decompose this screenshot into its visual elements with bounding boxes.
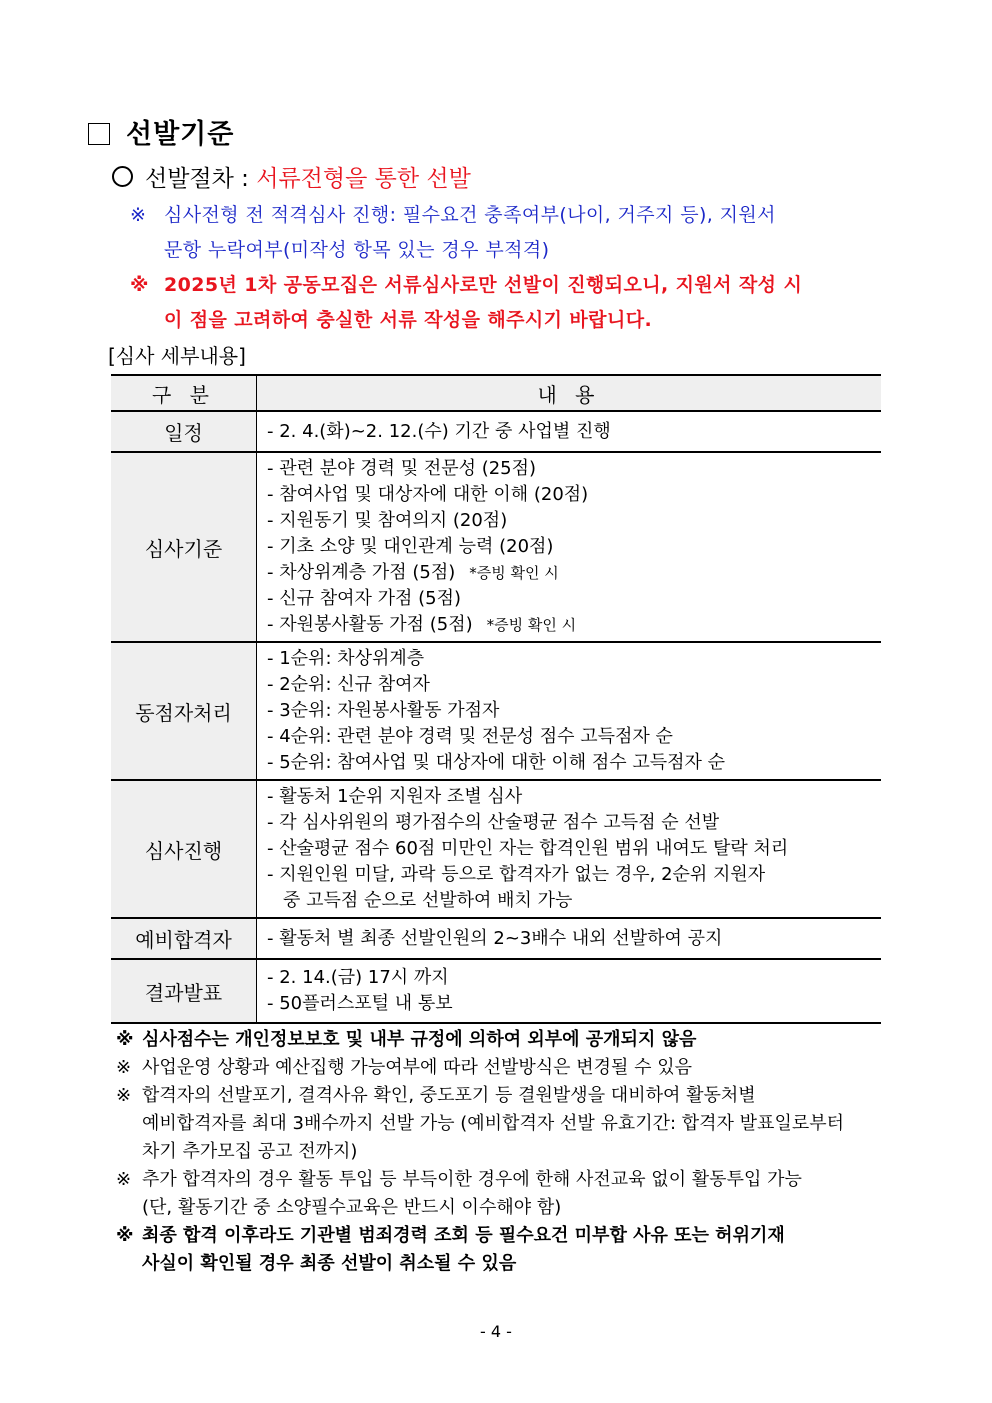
- footnotes: [116, 1026, 911, 1278]
- procedure-label: 선발절차 :: [145, 166, 257, 192]
- row-content: - 활동처 1순위 지원자 조별 심사 - 각 심사위원의 평가점수의 산술평균 점수 고득점 순 선발 - 산술평균 점수 60점 미만인 자는 합격인원 범위 내여도 탈락 처리 - 지원인원 미달, 과락 등으로 합격자가 없는 경우, 2순위 지원자 중 고득점 순으로 선발하여 배치 가능: [257, 780, 882, 918]
- row-content: - 2. 4.(화)~2. 12.(수) 기간 중 사업별 진행: [257, 411, 882, 452]
- table-row-schedule: [111, 411, 881, 452]
- evidence-annotation: *증빙 확인 시: [469, 564, 559, 582]
- section-title: 선발기준: [126, 119, 235, 150]
- row-category: 일정: [111, 411, 257, 452]
- procedure-heading: [112, 160, 471, 193]
- table-row-announcement: [111, 959, 881, 1023]
- reference-mark-icon: ※: [130, 204, 147, 226]
- screening-criteria-table: [111, 374, 881, 1024]
- table-row-tiebreak: [111, 642, 881, 780]
- note-eligibility-check: ※ 심사전형 전 적격심사 진행: 필수요건 충족여부(나이, 거주지 등), 지원서 문항 누락여부(미작성 항목 있는 경우 부적격): [130, 198, 910, 268]
- footnote: ※ 사업운영 상황과 예산집행 가능여부에 따라 선발방식은 변경될 수 있음: [116, 1054, 911, 1082]
- evidence-annotation: *증빙 확인 시: [486, 616, 577, 634]
- row-content: - 관련 분야 경력 및 전문성 (25점) - 참여사업 및 대상자에 대한 이해 (20점) - 지원동기 및 참여의지 (20점) - 기초 소양 및 대인관계 능력 (20점) - 차상위계층 가점 (5점) *증빙 확인 시 - 신규 참여자 가점 (5점) - 자원봉사활동 가점 (5점) *증빙 확인 시: [257, 452, 882, 642]
- footnote: ※ 추가 합격자의 경우 활동 투입 등 부득이한 경우에 한해 사전교육 없이 활동투입 가능 (단, 활동기간 중 소양필수교육은 반드시 이수해야 함): [116, 1166, 911, 1222]
- row-category: 결과발표: [111, 959, 257, 1023]
- checkbox-square-icon: [88, 123, 110, 145]
- page-number: - 4 -: [480, 1322, 512, 1341]
- row-category: 동점자처리: [111, 642, 257, 780]
- section-heading: [88, 112, 234, 151]
- reference-mark-icon: ※: [116, 1225, 134, 1246]
- header-content: 내 용: [257, 375, 882, 411]
- circle-bullet-icon: [112, 166, 133, 187]
- table-caption: [심사 세부내용]: [108, 344, 246, 368]
- reference-mark-icon: ※: [116, 1057, 132, 1078]
- footnote: ※ 최종 합격 이후라도 기관별 범죄경력 조회 등 필수요건 미부합 사유 또는 허위기재 사실이 확인될 경우 최종 선발이 취소될 수 있음: [116, 1222, 911, 1278]
- procedure-value: 서류전형을 통한 선발: [256, 166, 471, 192]
- footnote: ※ 심사점수는 개인정보보호 및 내부 규정에 의하여 외부에 공개되지 않음: [116, 1026, 911, 1054]
- table-row-process: [111, 780, 881, 918]
- table-row-reserve: [111, 918, 881, 959]
- row-category: 예비합격자: [111, 918, 257, 959]
- table-row-criteria: [111, 452, 881, 642]
- reference-mark-icon: ※: [116, 1085, 132, 1106]
- reference-mark-icon: ※: [130, 274, 149, 296]
- row-content: - 2. 14.(금) 17시 까지 - 50플러스포털 내 통보: [257, 959, 882, 1023]
- header-category: 구 분: [111, 375, 257, 411]
- row-category: 심사기준: [111, 452, 257, 642]
- reference-mark-icon: ※: [116, 1029, 134, 1050]
- reference-mark-icon: ※: [116, 1169, 132, 1190]
- row-category: 심사진행: [111, 780, 257, 918]
- note-document-screening: ※ 2025년 1차 공동모집은 서류심사로만 선발이 진행되오니, 지원서 작성 시 이 점을 고려하여 충실한 서류 작성을 해주시기 바랍니다.: [130, 268, 910, 338]
- row-content: - 1순위: 차상위계층 - 2순위: 신규 참여자 - 3순위: 자원봉사활동 가점자 - 4순위: 관련 분야 경력 및 전문성 점수 고득점자 순 - 5순위: 참여사업 및 대상자에 대한 이해 점수 고득점자 순: [257, 642, 882, 780]
- footnote: ※ 합격자의 선발포기, 결격사유 확인, 중도포기 등 결원발생을 대비하여 활동처별 예비합격자를 최대 3배수까지 선발 가능 (예비합격자 선발 유효기간: 합격자 발표일로부터 차기 추가모집 공고 전까지): [116, 1082, 911, 1166]
- table-header-row: [111, 375, 881, 411]
- row-content: - 활동처 별 최종 선발인원의 2~3배수 내외 선발하여 공지: [257, 918, 882, 959]
